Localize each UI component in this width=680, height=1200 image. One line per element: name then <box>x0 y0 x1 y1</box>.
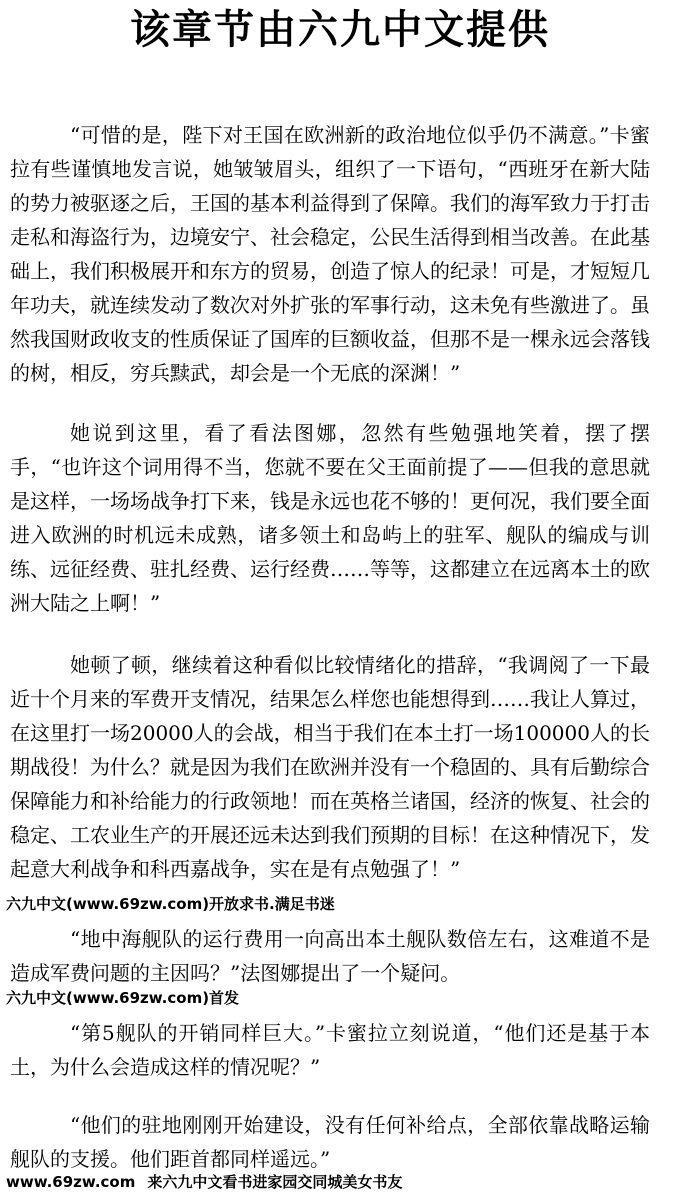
paragraph-5: “第5舰队的开销同样巨大。”卡蜜拉立刻说道，“他们还是基于本土，为什么会造成这样的情况呢？” <box>10 1021 650 1079</box>
site-banner-request: 六九中文(www.69zw.com)开放求书.满足书迷 <box>6 895 335 913</box>
paragraph-1: “可惜的是，陛下对王国在欧洲新的政治地位似乎仍不满意。”卡蜜拉有些谨慎地发言说，她皱皱眉头，组织了一下语句，“西班牙在新大陆的势力被驱逐之后，王国的基本利益得到了保障。我们的海军致力于打击走私和海盗行为，边境安宁、社会稳定，公民生活得到相当改善。在此基础上，我们积极展开和东方的贸易，创造了惊人的纪录！可是，才短短几年功夫，就连续发动了数次对外扩张的军事行动，这未免有些激进了。虽然我国财政收支的性质保证了国库的巨额收益，但那不是一棵永远会落钱的树，相反，穷兵黩武，却会是一个无底的深渊！” <box>10 123 650 385</box>
footer-slogan: 来六九中文看书进家园交同城美女书友 <box>147 1173 403 1191</box>
footer-ad <box>6 1172 402 1192</box>
site-banner-first-release: 六九中文(www.69zw.com)首发 <box>6 989 240 1007</box>
chapter-source-title: 该章节由六九中文提供 <box>130 7 550 53</box>
paragraph-2: 她说到这里，看了看法图娜，忽然有些勉强地笑着，摆了摆手，“也许这个词用得不当，您就不要在父王面前提了——但我的意思就是这样，一场场战争打下来，钱是永远也花不够的！更何况，我们要全面进入欧洲的时机远未成熟，诸多领土和岛屿上的驻军、舰队的编成与训练、远征经费、驻扎经费、运行经费……等等，这都建立在远离本土的欧洲大陆之上啊！” <box>10 421 650 615</box>
paragraph-3: 她顿了顿，继续着这种看似比较情绪化的措辞，“我调阅了一下最近十个月来的军费开支情况，结果怎么样您也能想得到……我让人算过，在这里打一场20000人的会战，相当于我们在本土打一场100000人的长期战役！为什么？就是因为我们在欧洲并没有一个稳固的、具有后勤综合保障能力和补给能力的行政领地！而在英格兰诸国，经济的恢复、社会的稳定、工农业生产的开展还远未达到我们预期的目标！在这种情况下，发起意大利战争和科西嘉战争，实在是有点勉强了！” <box>10 653 650 881</box>
paragraph-6: “他们的驻地刚刚开始建设，没有任何补给点，全部依靠战略运输舰队的支援。他们距首都同样遥远。” <box>10 1113 650 1171</box>
footer-site-url[interactable]: www.69zw.com <box>6 1173 136 1191</box>
paragraph-4: “地中海舰队的运行费用一向高出本土舰队数倍左右，这难道不是造成军费问题的主因吗？”法图娜提出了一个疑问。 <box>10 927 650 985</box>
